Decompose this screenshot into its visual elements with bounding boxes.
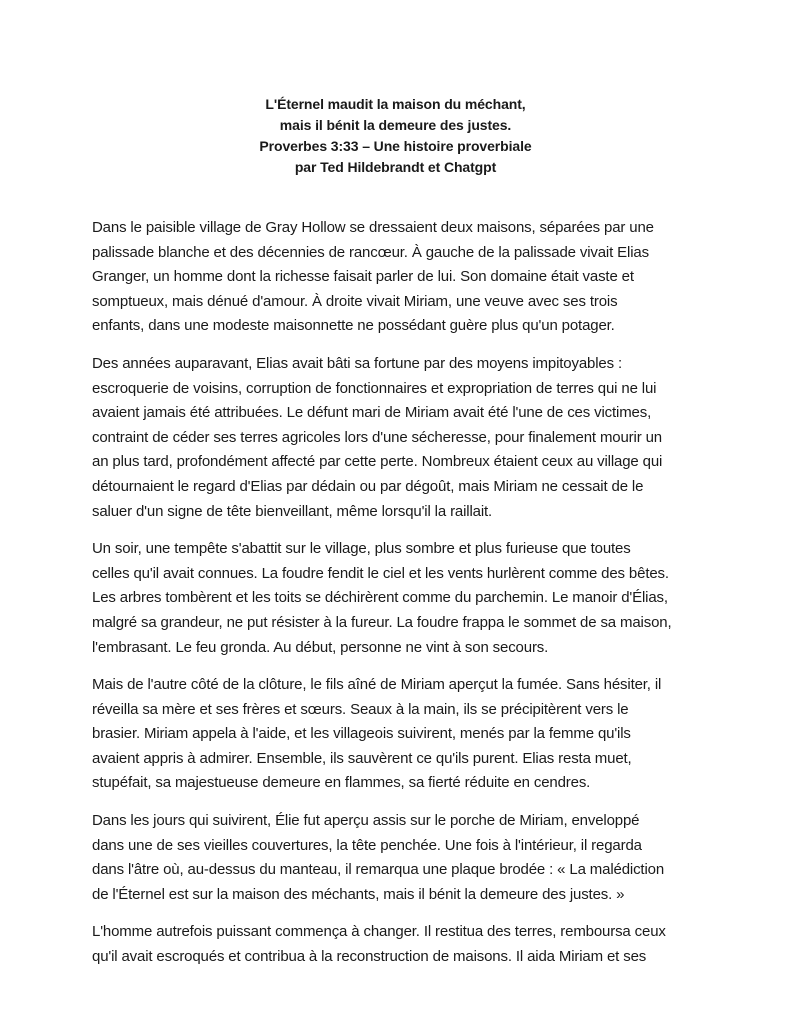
paragraph-6 [92,920,712,969]
paragraph-5 [92,809,712,907]
text-line: malgré sa grandeur, ne put résister à la fureur. La foudre frappa le sommet de sa maison, [92,613,672,631]
title-line-3: Proverbes 3:33 – Une histoire proverbiale [259,138,532,154]
text-line: avaient jamais été attribuées. Le défunt mari de Miriam avait été l'une de ces victimes, [92,404,652,422]
text-line: an plus tard, profondément affecté par cette perte. Nombreux étaient ceux au village qui [92,453,663,471]
text-line: Un soir, une tempête s'abattit sur le village, plus sombre et plus furieuse que toutes [92,540,631,558]
text-line: de l'Éternel est sur la maison des méchants, mais il bénit la demeure des justes. » [92,885,625,903]
text-line: Granger, un homme dont la richesse faisait parler de lui. Son domaine était vaste et [92,268,634,286]
body-text [92,216,712,983]
text-line: escroquerie de voisins, corruption de fonctionnaires et expropriation de terres qui ne lui [92,379,657,397]
text-line: somptueux, mais dénué d'amour. À droite vivait Miriam, une veuve avec ses trois [92,292,618,310]
title-block [0,94,791,178]
text-line: dans l'âtre où, au-dessus du manteau, il remarqua une plaque brodée : « La malédiction [92,861,665,879]
text-line: palissade blanche et des décennies de rancœur. À gauche de la palissade vivait Elias [92,243,649,261]
text-line: avaient appris à admirer. Ensemble, ils sauvèrent ce qu'ils purent. Elias resta muet, [92,749,632,767]
text-line: Mais de l'autre côté de la clôture, le fils aîné de Miriam aperçut la fumée. Sans hésiter, il [92,676,662,694]
title-line-4: par Ted Hildebrandt et Chatgpt [294,159,497,175]
text-line: stupéfait, sa majestueuse demeure en flammes, sa fierté réduite en cendres. [92,774,591,792]
text-line: l'embrasant. Le feu gronda. Au début, personne ne vint à son secours. [92,638,549,656]
title-line-2: mais il bénit la demeure des justes. [279,117,512,133]
text-line: saluer d'un signe de tête bienveillant, même lorsqu'il la raillait. [92,502,493,520]
paragraph-1 [92,216,712,339]
paragraph-2 [92,352,712,524]
paragraph-4 [92,673,712,796]
text-line: celles qu'il avait connues. La foudre fendit le ciel et les vents hurlèrent comme des bêtes. [92,564,669,582]
text-line: L'homme autrefois puissant commença à changer. Il restitua des terres, remboursa ceux [92,923,666,941]
title-line-1: L'Éternel maudit la maison du méchant, [265,96,526,112]
text-line: dans une de ses vieilles couvertures, la tête penchée. Une fois à l'intérieur, il regarda [92,836,642,854]
text-line: Des années auparavant, Elias avait bâti sa fortune par des moyens impitoyables : [92,354,622,372]
text-line: Les arbres tombèrent et les toits se déchirèrent comme du parchemin. Le manoir d'Élias, [92,589,668,607]
text-line: réveilla sa mère et ses frères et sœurs. Seaux à la main, ils se précipitèrent vers le [92,700,629,718]
text-line: Dans les jours qui suivirent, Élie fut aperçu assis sur le porche de Miriam, enveloppé [92,812,640,830]
text-line: contraint de céder ses terres agricoles lors d'une sécheresse, pour finalement mourir un [92,428,662,446]
paragraph-3 [92,537,712,660]
text-line: enfants, dans une modeste maisonnette ne possédant guère plus qu'un potager. [92,317,615,335]
text-line: qu'il avait escroqués et contribua à la reconstruction de maisons. Il aida Miriam et ses [92,948,647,966]
text-line: brasier. Miriam appela à l'aide, et les villageois suivirent, menés par la femme qu'ils [92,725,631,743]
text-line: Dans le paisible village de Gray Hollow se dressaient deux maisons, séparées par une [92,219,654,236]
text-line: détournaient le regard d'Elias par dédain ou par dégoût, mais Miriam ne cessait de le [92,477,644,495]
